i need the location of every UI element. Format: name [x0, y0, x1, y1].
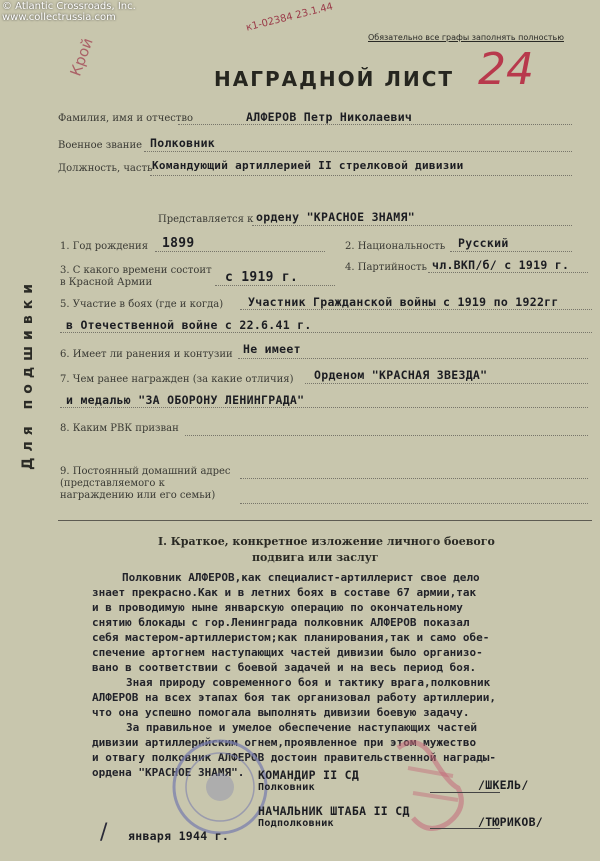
awards-line2	[60, 407, 588, 408]
citation-line: себя мастером-артиллеристом;как планирования,так и само обе-	[92, 631, 490, 644]
name-label: Фамилия, имя и отчество	[58, 113, 194, 124]
date-handwritten-mark: /	[100, 820, 108, 845]
citation-line: спечение артогнем наступающих частей дивизии было организо-	[92, 646, 483, 659]
awards-value1: Орденом "КРАСНАЯ ЗВЕЗДА"	[314, 368, 488, 382]
official-stamp	[168, 735, 272, 839]
handwritten-number: 24	[478, 44, 534, 95]
wounds-label: 6. Имеет ли ранения и контузии	[60, 349, 233, 360]
name-line	[178, 124, 572, 125]
sign-date: января 1944 г.	[128, 829, 230, 843]
battles-label: 5. Участие в боях (где и когда)	[60, 299, 224, 310]
address-line2	[240, 503, 588, 504]
rank-value: Полковник	[150, 136, 216, 150]
citation-line: вано в соответствии с боевой задачей и на весь период боя.	[92, 661, 477, 674]
rvk-line	[185, 435, 588, 436]
citation-line: и отвагу полковник АЛФЕРОВ достоин правительственной награды-	[92, 751, 496, 764]
citation-line: знает прекрасно.Как и в летних боях в составе 67 армии,так	[92, 586, 477, 599]
citation-line: дивизии артиллерийским огнем,проявленное при этом мужество	[92, 736, 477, 749]
party-line	[428, 272, 588, 273]
awards-line1	[305, 383, 588, 384]
rank-label: Военное звание	[58, 140, 143, 151]
chief-title: НАЧАЛЬНИК ШТАБА II СД	[258, 804, 410, 818]
section-heading-1: I. Краткое, конкретное изложение личного боевого	[158, 535, 495, 548]
presented-value: ордену "КРАСНОЕ ЗНАМЯ"	[256, 210, 415, 224]
nationality-value: Русский	[458, 236, 509, 250]
battles-value1: Участник Гражданской войны с 1919 по 1922гг	[248, 295, 559, 309]
margin-note: Крой	[66, 35, 97, 79]
chief-rank: Подполковник	[258, 818, 334, 829]
birth-year-value: 1899	[162, 236, 195, 251]
battles-line2	[60, 332, 592, 333]
service-value: с 1919 г.	[225, 270, 299, 285]
chief-signature-line	[430, 828, 500, 829]
service-label: 3. С какого времени состоит в Красной Армии	[60, 265, 212, 288]
citation-line: снятию блокады с гор.Ленинграда полковник АЛФЕРОВ показал	[92, 616, 470, 629]
binding-side-text: Для подшивки	[20, 277, 36, 470]
rvk-label: 8. Каким РВК призван	[60, 423, 179, 434]
instruction-text: Обязательно все графы заполнять полностью	[368, 33, 564, 42]
wounds-line	[238, 358, 588, 359]
position-line	[150, 175, 572, 176]
citation-line: АЛФЕРОВ на всех этапах боя так организовал работу артиллерии,	[92, 691, 496, 704]
commander-rank: Полковник	[258, 782, 315, 793]
citation-line: За правильное и умелое обеспечение наступающих частей	[126, 721, 477, 734]
citation-line: ордена "КРАСНОЕ ЗНАМЯ".	[92, 766, 245, 779]
citation-line: Зная природу современного боя и тактику врага,полковник	[126, 676, 491, 689]
section-heading-2: подвига или заслуг	[252, 551, 379, 564]
birth-year-label: 1. Год рождения	[60, 241, 149, 252]
commander-title: КОМАНДИР II СД	[258, 768, 360, 782]
citation-line: Полковник АЛФЕРОВ,как специалист-артиллерист свое дело	[122, 571, 480, 584]
section-top-rule	[58, 520, 592, 521]
nationality-line	[450, 251, 572, 252]
name-value: АЛФЕРОВ Петр Николаевич	[246, 110, 413, 124]
watermark-line2: www.collectrussia.com	[2, 12, 116, 23]
watermark-line1: © Atlantic Crossroads, Inc.	[2, 1, 136, 12]
position-label: Должность, часть	[58, 163, 153, 174]
archive-note: к1-02384 23.1.44	[244, 1, 335, 34]
wounds-value: Не имеет	[243, 342, 301, 356]
address-label: 9. Постоянный домашний адрес (представляемого к награждению или его семьи)	[60, 466, 231, 501]
presented-label: Представляется к	[158, 214, 254, 225]
nationality-label: 2. Национальность	[345, 241, 446, 252]
party-value: чл.ВКП/б/ с 1919 г.	[432, 258, 570, 272]
battles-value2: в Отечественной войне с 22.6.41 г.	[66, 318, 312, 332]
citation-line: что она успешно помогала выполнять дивизии боевую задачу.	[92, 706, 470, 719]
citation-line: и в проводимую ныне январскую операцию по окончательному	[92, 601, 463, 614]
battles-line1	[240, 309, 592, 310]
awards-label: 7. Чем ранее награжден (за какие отличия)	[60, 374, 294, 385]
rank-line	[144, 151, 572, 152]
red-pencil-mark	[388, 728, 478, 838]
commander-name: /ШКЕЛЬ/	[478, 778, 529, 792]
service-line	[215, 285, 335, 286]
position-value: Командующий артиллерией II стрелковой дивизии	[152, 159, 464, 172]
chief-name: /ТЮРИКОВ/	[478, 815, 544, 829]
commander-signature-line	[430, 792, 500, 793]
awards-value2: и медалью "ЗА ОБОРОНУ ЛЕНИНГРАДА"	[66, 393, 305, 407]
presented-line	[252, 225, 572, 226]
address-line1	[240, 478, 588, 479]
page-title: НАГРАДНОЙ ЛИСТ	[214, 67, 455, 91]
party-label: 4. Партийность	[345, 262, 427, 273]
birth-year-line	[155, 251, 325, 252]
